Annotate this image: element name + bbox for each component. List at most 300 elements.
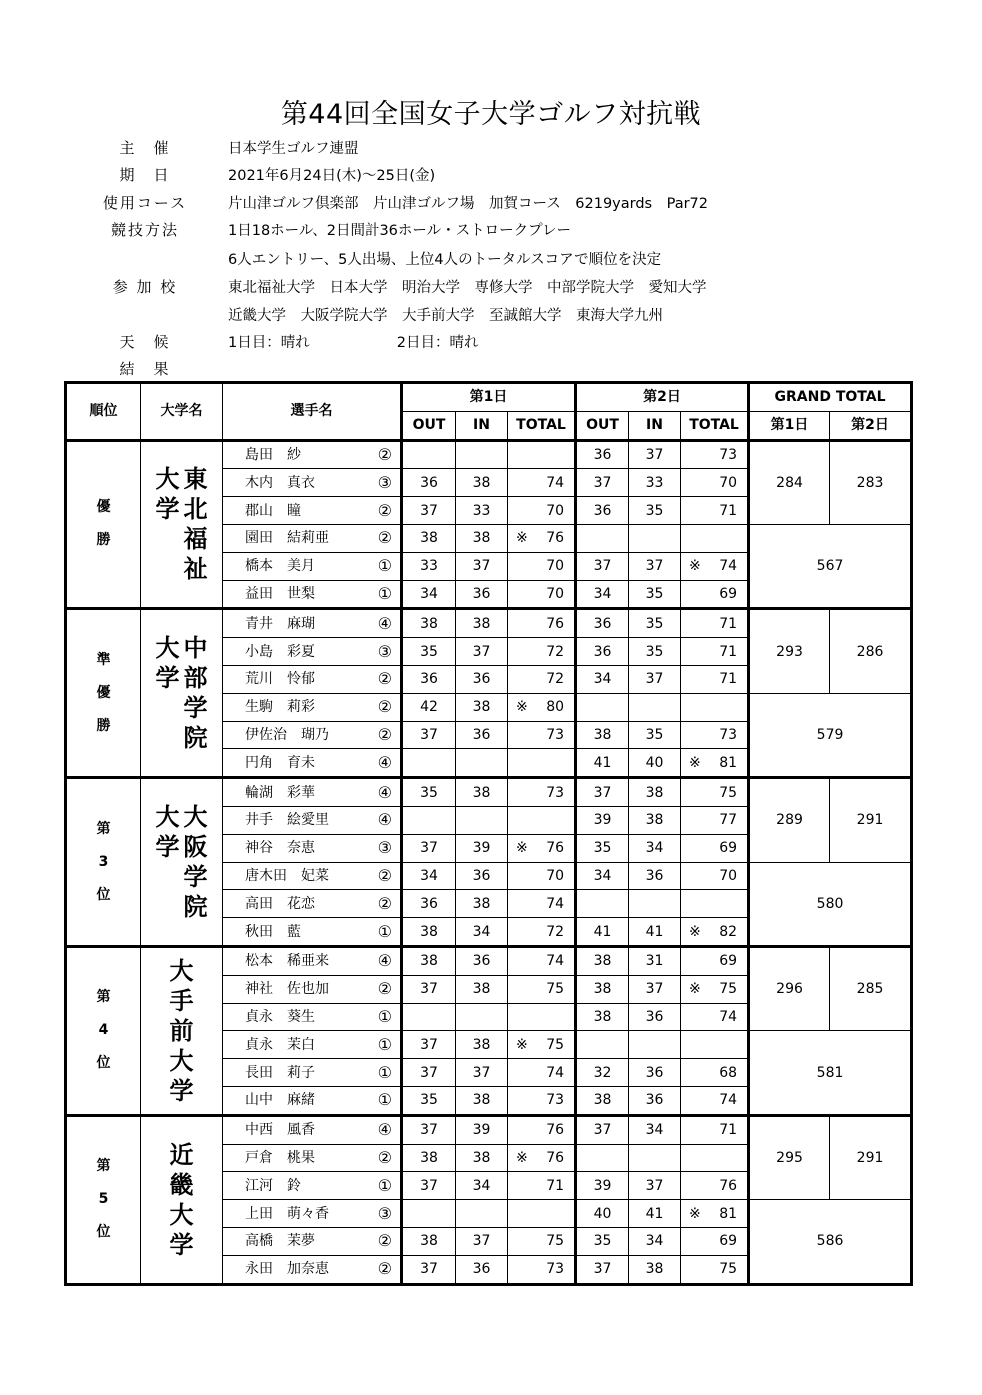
d2-in-score: 38 [629,778,681,807]
player-cell [223,1086,402,1115]
player-grade: ② [377,669,392,689]
player-name: 郡山 瞳 [245,502,301,519]
player-cell [223,1031,402,1059]
rank-cell [66,946,141,1115]
d1-total-score [508,609,576,638]
d1-total-score [508,1227,576,1255]
player-name: 永田 加奈恵 [245,1261,329,1278]
d1-out-score [402,806,456,834]
player-name: 神社 佐也加 [245,981,329,998]
d1-in-score: 37 [456,552,508,580]
player-grade: ② [377,979,392,999]
d2-out-score: 34 [576,580,629,609]
player-cell [223,469,402,497]
university-char: 学 [155,833,180,862]
d1-out-score: 35 [402,1086,456,1115]
d1-total-score [508,1172,576,1200]
table-row [66,1115,912,1144]
player-name: 松本 稀亜来 [245,953,329,970]
player-grade: ① [377,1034,392,1054]
d1-total-score [508,693,576,721]
d1-in-score: 36 [456,946,508,975]
info-value: 6人エントリー、5人出場、上位4人のトータルスコアで順位を決定 [228,252,662,268]
player-grade: ④ [377,782,392,802]
d2-total-score [681,1144,749,1172]
university-char: 部 [183,664,208,693]
player-grade: ② [377,444,392,464]
total-value: 69 [719,840,738,857]
d1-in-score [456,1003,508,1031]
player-grade: ④ [377,1120,392,1140]
player-grade: ② [377,724,392,744]
player-grade: ① [377,1090,392,1110]
player-grade: ③ [377,1203,392,1223]
total-value: 70 [546,867,565,884]
d1-out-score: 37 [402,1115,456,1144]
university-cell [141,778,223,947]
d2-out-score: 37 [576,1115,629,1144]
player-grade: ② [377,528,392,548]
player-grade: ④ [377,810,392,830]
total-value: 71 [719,502,738,519]
rank-char: 第 [96,989,111,1006]
header-player: 選手名 [223,383,402,441]
header-day2: 第2日 [576,383,749,412]
d1-total-score [508,1115,576,1144]
player-grade: ④ [377,951,392,971]
d1-in-score: 33 [456,497,508,525]
header-day1-in: IN [456,411,508,440]
d1-in-score: 34 [456,918,508,947]
player-cell [223,693,402,721]
grand-day1-total: 284 [749,440,830,524]
total-value: 68 [719,1064,738,1081]
d1-in-score: 37 [456,1227,508,1255]
d2-in-score: 35 [629,609,681,638]
d1-in-score [456,1200,508,1228]
d2-total-score [681,834,749,862]
d2-total-score [681,440,749,469]
d2-in-score: 40 [629,749,681,778]
d2-out-score: 38 [576,721,629,749]
player-name: 唐木田 妃菜 [245,867,329,884]
player-cell [223,665,402,693]
player-name: 輪湖 彩華 [245,784,315,801]
university-char: 大 [169,1046,194,1075]
d1-total-score [508,1255,576,1284]
d2-out-score: 32 [576,1059,629,1087]
total-value: 75 [719,1261,738,1278]
header-grand-day2: 第2日 [830,411,912,440]
player-grade: ② [377,1259,392,1279]
d1-out-score: 36 [402,469,456,497]
player-grade: ① [377,1006,392,1026]
d2-total-score [681,469,749,497]
d2-total-score [681,749,749,778]
player-name: 戸倉 桃果 [245,1149,315,1166]
player-grade: ② [377,893,392,913]
player-cell [223,524,402,552]
total-value: 76 [546,1122,565,1139]
d2-in-score [629,1031,681,1059]
player-name: 伊佐治 瑚乃 [245,726,329,743]
d2-out-score: 41 [576,918,629,947]
d2-out-score: 37 [576,778,629,807]
player-grade: ④ [377,613,392,633]
grand-total-sum: 581 [749,1031,912,1115]
d1-total-score [508,946,576,975]
total-value: 74 [546,895,565,912]
total-value: 75 [546,1036,565,1053]
rank-char: 準 [96,651,111,668]
d1-total-score [508,1059,576,1087]
d1-in-score: 39 [456,834,508,862]
player-cell [223,580,402,609]
d2-in-score: 35 [629,580,681,609]
player-name: 井手 絵愛里 [245,812,329,829]
d1-total-score [508,1200,576,1228]
header-grand-day1: 第1日 [749,411,830,440]
info-label: 参 加 校 [112,278,178,296]
d2-out-score [576,693,629,721]
d1-out-score: 38 [402,946,456,975]
d1-out-score: 38 [402,1227,456,1255]
d2-total-score [681,497,749,525]
total-value: 70 [546,502,565,519]
d1-in-score [456,749,508,778]
university-char: 大 [155,803,180,832]
d1-total-score [508,1086,576,1115]
d2-total-score [681,1115,749,1144]
total-value: 76 [546,615,565,632]
d2-in-score: 41 [629,1200,681,1228]
rank-char: 4 [98,1022,109,1039]
total-value: 74 [719,1092,738,1109]
d1-in-score: 38 [456,975,508,1003]
d2-total-score [681,552,749,580]
info-value: 近畿大学 大阪学院大学 大手前大学 至誠館大学 東海大学九州 [228,308,663,324]
d2-total-score [681,1003,749,1031]
d1-in-score: 38 [456,1086,508,1115]
info-label: 期 日 [119,166,171,184]
player-name: 橋本 美月 [245,558,315,575]
grand-day1-total: 293 [749,609,830,693]
d1-total-score [508,890,576,918]
university-char: 中 [183,634,208,663]
player-grade: ③ [377,641,392,661]
university-char: 福 [183,525,208,554]
rank-char: 5 [98,1191,109,1208]
total-value: 76 [546,530,565,547]
d1-in-score [456,440,508,469]
university-cell [141,609,223,778]
dropped-score-mark: ※ [516,1036,528,1053]
player-cell [223,834,402,862]
info-value: 片山津ゴルフ倶楽部 片山津ゴルフ場 加賀コース 6219yards Par72 [228,196,708,212]
d1-out-score: 37 [402,975,456,1003]
d2-in-score: 34 [629,1115,681,1144]
university-char: 学 [183,694,208,723]
d2-out-score: 34 [576,665,629,693]
d2-in-score: 34 [629,834,681,862]
player-name: 高田 花恋 [245,895,315,912]
d1-in-score: 38 [456,1144,508,1172]
d2-in-score: 37 [629,975,681,1003]
header-day2-out: OUT [576,411,629,440]
d2-in-score [629,693,681,721]
grand-day1-total: 289 [749,778,830,862]
d2-total-score [681,665,749,693]
total-value: 70 [719,474,738,491]
info-label: 主 催 [119,139,171,157]
total-value: 74 [719,1008,738,1025]
total-value: 77 [719,812,738,829]
d2-in-score: 35 [629,497,681,525]
total-value: 71 [719,1122,738,1139]
d1-in-score [456,806,508,834]
grand-day1-total: 295 [749,1115,830,1199]
total-value: 72 [546,923,565,940]
player-name: 中西 風香 [245,1122,315,1139]
player-name: 長田 莉子 [245,1064,315,1081]
d2-total-score [681,946,749,975]
university-char: 大 [155,634,180,663]
total-value: 73 [546,784,565,801]
player-cell [223,497,402,525]
rank-char: 位 [96,1224,111,1241]
d2-in-score: 37 [629,440,681,469]
total-value: 73 [546,1092,565,1109]
total-value: 71 [546,1177,565,1194]
grand-total-sum: 579 [749,693,912,777]
d2-in-score: 38 [629,806,681,834]
d1-total-score [508,497,576,525]
player-name: 島田 紗 [245,446,301,463]
info-value: 1日18ホール、2日間計36ホール・ストロークプレー [228,223,572,239]
total-value: 74 [546,953,565,970]
d2-out-score: 36 [576,440,629,469]
player-cell [223,552,402,580]
d2-in-score: 37 [629,552,681,580]
d2-out-score: 39 [576,806,629,834]
d1-out-score [402,1003,456,1031]
d2-out-score: 40 [576,1200,629,1228]
info-label: 使用コース [102,194,188,212]
info-value: 日本学生ゴルフ連盟 [228,141,359,157]
d2-total-score [681,975,749,1003]
d2-total-score [681,890,749,918]
d2-out-score [576,890,629,918]
d1-out-score: 35 [402,778,456,807]
d2-out-score: 38 [576,975,629,1003]
d1-in-score: 38 [456,609,508,638]
total-value: 74 [719,558,738,575]
player-cell [223,1255,402,1284]
player-grade: ② [377,865,392,885]
d2-out-score: 35 [576,1227,629,1255]
info-label: 結 果 [119,360,171,378]
d2-in-score [629,890,681,918]
grand-day2-total: 291 [830,778,912,862]
player-name: 神谷 奈恵 [245,840,315,857]
d1-in-score: 36 [456,665,508,693]
player-cell [223,778,402,807]
d1-in-score: 37 [456,638,508,666]
d1-out-score: 38 [402,1144,456,1172]
table-row [66,778,912,807]
university-cell [141,946,223,1115]
player-cell [223,638,402,666]
header-day2-total: TOTAL [681,411,749,440]
rank-cell [66,609,141,778]
player-cell [223,609,402,638]
d2-in-score: 33 [629,469,681,497]
player-cell [223,946,402,975]
rank-cell [66,440,141,609]
player-grade: ③ [377,838,392,858]
d2-total-score [681,1227,749,1255]
d1-out-score: 37 [402,721,456,749]
rank-char: 勝 [96,717,111,734]
total-value: 73 [546,1261,565,1278]
player-cell [223,806,402,834]
player-name: 上田 萌々香 [245,1205,329,1222]
d1-in-score: 38 [456,524,508,552]
d1-total-score [508,469,576,497]
d2-in-score: 36 [629,1059,681,1087]
d2-in-score: 41 [629,918,681,947]
d2-total-score [681,1086,749,1115]
rank-char: 優 [96,499,111,516]
header-day1: 第1日 [402,383,576,412]
d2-in-score [629,524,681,552]
dropped-score-mark: ※ [689,981,701,998]
player-grade: ③ [377,472,392,492]
table-row [66,609,912,638]
header-day1-total: TOTAL [508,411,576,440]
d1-total-score [508,975,576,1003]
dropped-score-mark: ※ [516,699,528,716]
d2-in-score: 31 [629,946,681,975]
total-value: 69 [719,953,738,970]
d2-total-score [681,778,749,807]
player-grade: ① [377,921,392,941]
d2-in-score: 38 [629,1255,681,1284]
d1-out-score: 37 [402,1172,456,1200]
d2-total-score [681,693,749,721]
d1-out-score: 36 [402,890,456,918]
total-value: 75 [546,1233,565,1250]
university-char: 手 [169,986,194,1015]
d2-out-score: 36 [576,609,629,638]
player-cell [223,440,402,469]
university-char: 北 [183,495,208,524]
d1-in-score: 34 [456,1172,508,1200]
player-name: 山中 麻緒 [245,1092,315,1109]
d2-total-score [681,1059,749,1087]
dropped-score-mark: ※ [689,923,701,940]
d1-out-score: 37 [402,497,456,525]
university-char: 大 [169,1200,194,1229]
d2-total-score [681,1255,749,1284]
d2-out-score: 34 [576,862,629,890]
player-cell [223,1144,402,1172]
university-cell [141,1115,223,1284]
dropped-score-mark: ※ [689,558,701,575]
d1-in-score: 36 [456,862,508,890]
university-char: 学 [169,1076,194,1105]
d2-out-score: 38 [576,1003,629,1031]
total-value: 81 [719,1205,738,1222]
total-value: 72 [546,671,565,688]
d2-out-score: 37 [576,552,629,580]
total-value: 75 [719,981,738,998]
d1-out-score: 42 [402,693,456,721]
d1-total-score [508,1003,576,1031]
d2-in-score: 35 [629,638,681,666]
university-char: 学 [183,863,208,892]
d1-in-score: 38 [456,693,508,721]
d2-in-score: 35 [629,721,681,749]
d1-out-score: 34 [402,580,456,609]
d2-out-score: 39 [576,1172,629,1200]
university-cell [141,440,223,609]
d2-total-score [681,806,749,834]
grand-total-sum: 580 [749,862,912,946]
d1-out-score: 38 [402,609,456,638]
player-grade: ② [377,1147,392,1167]
d1-out-score: 38 [402,918,456,947]
d1-total-score [508,665,576,693]
university-char: 大 [155,465,180,494]
d1-in-score: 38 [456,778,508,807]
grand-day2-total: 283 [830,440,912,524]
d1-total-score [508,1144,576,1172]
university-char: 大 [169,956,194,985]
grand-total-sum: 567 [749,524,912,608]
total-value: 80 [546,699,565,716]
d1-total-score [508,638,576,666]
total-value: 76 [546,840,565,857]
d2-out-score: 35 [576,834,629,862]
player-name: 円角 育未 [245,754,315,771]
d1-out-score: 33 [402,552,456,580]
rank-char: 優 [96,684,111,701]
rank-cell [66,778,141,947]
d1-out-score [402,440,456,469]
player-name: 高橋 茉夢 [245,1233,315,1250]
total-value: 76 [719,1177,738,1194]
d1-in-score: 36 [456,580,508,609]
header-rank: 順位 [66,383,141,441]
d1-total-score [508,749,576,778]
total-value: 73 [546,726,565,743]
info-value: 1日目：晴れ 2日目：晴れ [228,335,479,351]
total-value: 69 [719,1233,738,1250]
d1-in-score: 36 [456,1255,508,1284]
header-university: 大学名 [141,383,223,441]
player-name: 小島 彩夏 [245,643,315,660]
university-char: 学 [169,1230,194,1259]
total-value: 74 [546,474,565,491]
rank-char: 第 [96,1158,111,1175]
total-value: 71 [719,671,738,688]
info-value: 2021年6月24日(木)～25日(金) [228,168,436,184]
d2-total-score [681,918,749,947]
d2-out-score: 38 [576,946,629,975]
player-grade: ② [377,500,392,520]
total-value: 73 [719,446,738,463]
